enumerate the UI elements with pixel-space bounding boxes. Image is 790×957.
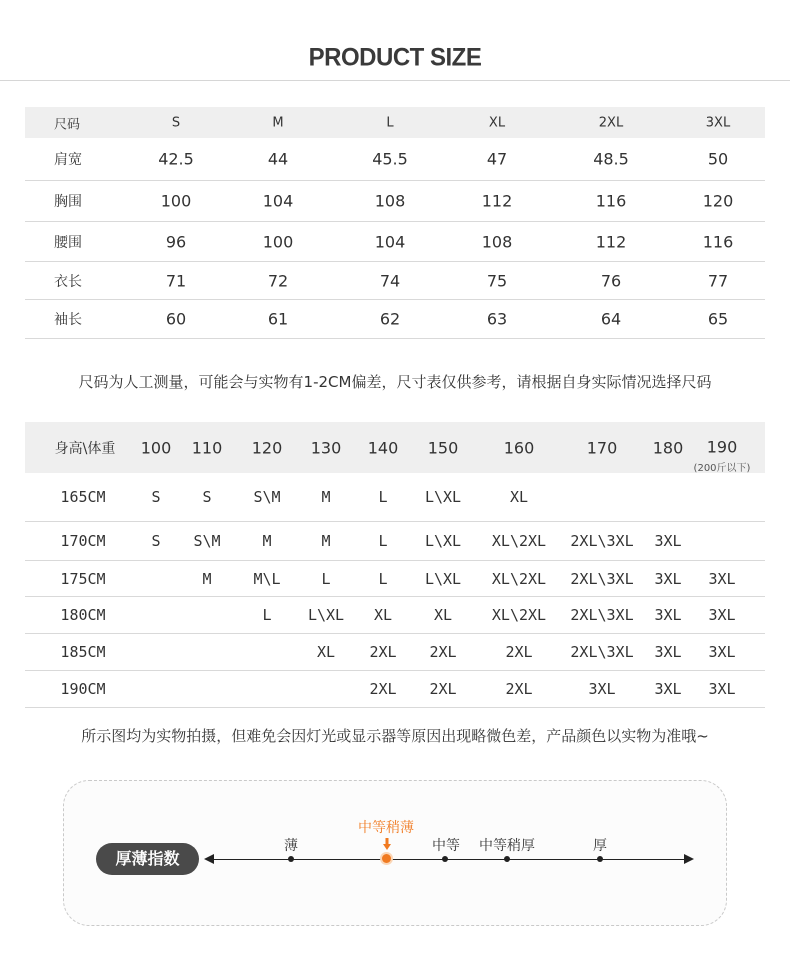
table-cell: 44 [267, 149, 289, 169]
table-cell: 2XL [429, 680, 457, 698]
height-label: 180CM [60, 606, 106, 624]
table-cell: 116 [595, 191, 627, 211]
table-cell: L [378, 488, 388, 506]
table-cell: L [378, 532, 388, 550]
table-cell: 48.5 [593, 149, 629, 169]
table-cell: M [202, 569, 212, 588]
table-cell: 116 [702, 232, 734, 251]
table-row [25, 522, 765, 561]
table-cell: 112 [481, 191, 513, 211]
measurement-note: 尺码为人工测量，可能会与实物有1-2CM偏差，尺寸表仅供参考，请根据自身实际情况选择尺码 [78, 373, 712, 391]
table-cell: 65 [707, 309, 729, 329]
table-cell: XL\2XL [491, 606, 547, 624]
header-cell: M [272, 115, 284, 130]
table-cell: L [262, 606, 272, 624]
header-cell: S [171, 115, 181, 130]
table-row [25, 597, 765, 634]
table-cell: M [262, 532, 272, 550]
selected-thickness-label: 中等稍薄 [358, 820, 414, 836]
weight-header: 190 [706, 437, 738, 457]
table-cell: 76 [600, 271, 622, 290]
height-label: 175CM [60, 569, 106, 588]
table-cell: 64 [600, 309, 622, 329]
table-cell: XL [433, 606, 453, 624]
table-row [25, 561, 765, 597]
table-cell: L [378, 569, 388, 588]
table-cell: 100 [160, 191, 192, 211]
row-label: 衣长 [54, 273, 82, 290]
down-arrow-icon [383, 838, 391, 851]
table-cell: 72 [267, 271, 289, 290]
table-cell: 112 [595, 232, 627, 251]
table-cell: XL [509, 488, 529, 506]
scale-dot [597, 856, 603, 862]
table-cell: S [202, 488, 212, 506]
table-cell: 100 [262, 232, 294, 251]
table-row [25, 262, 765, 300]
table-cell: 62 [379, 309, 401, 329]
weight-header: 140 [367, 438, 399, 458]
table-cell: L [321, 569, 331, 588]
scale-dot [288, 856, 294, 862]
hw-table-header [25, 422, 765, 473]
page-title: PRODUCT SIZE [308, 43, 482, 72]
table-cell: 3XL [654, 569, 682, 588]
table-cell: L\XL [424, 488, 462, 506]
table-row [25, 181, 765, 222]
thickness-level-label: 薄 [284, 838, 298, 854]
table-cell: 2XL\3XL [570, 532, 634, 550]
size-table-header [25, 107, 765, 138]
row-label: 肩宽 [54, 152, 82, 168]
table-cell: 2XL [429, 643, 457, 661]
table-cell: L\XL [424, 532, 462, 550]
table-cell: 3XL [708, 606, 736, 624]
table-row [25, 222, 765, 262]
table-cell: 63 [486, 309, 508, 329]
scale-dot [442, 856, 448, 862]
row-label: 腰围 [54, 234, 82, 251]
thickness-level-label: 中等 [432, 838, 460, 854]
table-cell: XL [316, 643, 336, 661]
table-cell: 75 [486, 271, 508, 290]
table-cell: 60 [165, 309, 187, 329]
table-cell: 3XL [654, 680, 682, 698]
table-cell: 47 [486, 149, 508, 169]
table-cell: XL [373, 606, 393, 624]
arrow-left-icon [204, 854, 214, 864]
table-cell: M [321, 488, 331, 506]
weight-limit-note: (200斤以下) [693, 463, 751, 474]
weight-header: 120 [251, 438, 283, 458]
photo-color-note: 所示图均为实物拍摄，但难免会因灯光或显示器等原因出现略微色差，产品颜色以实物为准哦~ [81, 727, 709, 745]
table-cell: 71 [165, 271, 187, 290]
table-cell: 45.5 [372, 149, 408, 169]
table-cell: 61 [267, 309, 289, 329]
size-table [25, 107, 765, 339]
table-cell: 3XL [708, 643, 736, 661]
table-cell: L\XL [307, 606, 345, 624]
table-cell: S [151, 532, 161, 550]
weight-header: 100 [140, 438, 172, 458]
table-row [25, 634, 765, 671]
table-row [25, 300, 765, 339]
table-cell: 108 [481, 232, 513, 251]
height-label: 185CM [60, 643, 106, 661]
height-weight-table [25, 422, 765, 708]
header-cell: 2XL [598, 115, 624, 130]
height-label: 165CM [60, 488, 106, 506]
table-cell: 2XL\3XL [570, 606, 634, 624]
table-cell: 3XL [654, 643, 682, 661]
height-label: 170CM [60, 532, 106, 550]
table-cell: 3XL [654, 606, 682, 624]
header-cell: L [386, 115, 394, 130]
thickness-index-badge: 厚薄指数 [96, 843, 199, 875]
table-cell: M [321, 532, 331, 550]
weight-header: 180 [652, 438, 684, 458]
table-cell: 50 [707, 149, 729, 169]
table-cell: 2XL [369, 643, 397, 661]
table-cell: 2XL [505, 643, 533, 661]
table-cell: 3XL [708, 680, 736, 698]
thickness-level-label: 厚 [593, 838, 607, 854]
thickness-level-label: 中等稍厚 [479, 838, 535, 854]
selected-scale-dot [382, 854, 391, 863]
height-label: 190CM [60, 680, 106, 698]
table-cell: 3XL [708, 569, 736, 588]
table-cell: 3XL [654, 532, 682, 550]
table-cell: 3XL [588, 680, 616, 698]
table-cell: S\M [253, 488, 281, 506]
title-divider [0, 80, 790, 81]
table-cell: 2XL\3XL [570, 643, 634, 661]
header-cell: 3XL [705, 115, 731, 130]
weight-header: 170 [586, 438, 618, 458]
table-cell: 96 [165, 232, 187, 251]
table-row [25, 138, 765, 181]
table-cell: M\L [253, 569, 281, 588]
table-cell: L\XL [424, 569, 462, 588]
table-cell: 42.5 [158, 149, 194, 169]
arrow-right-icon [684, 854, 694, 864]
table-cell: S\M [193, 532, 221, 550]
row-label: 胸围 [54, 194, 82, 210]
table-cell: 74 [379, 271, 401, 290]
table-cell: 120 [702, 191, 734, 211]
header-cell: 身高\体重 [54, 441, 116, 457]
table-row [25, 473, 765, 522]
row-label: 袖长 [54, 312, 82, 328]
table-row [25, 671, 765, 708]
table-cell: 2XL\3XL [570, 569, 634, 588]
table-cell: XL\2XL [491, 532, 547, 550]
weight-header: 130 [310, 438, 342, 458]
weight-header: 150 [427, 438, 459, 458]
table-cell: XL\2XL [491, 569, 547, 588]
table-cell: 77 [707, 271, 729, 290]
table-cell: S [151, 488, 161, 506]
table-cell: 104 [374, 232, 406, 251]
table-cell: 104 [262, 191, 294, 211]
table-cell: 108 [374, 191, 406, 211]
table-cell: 2XL [505, 680, 533, 698]
header-cell: XL [488, 115, 506, 130]
table-cell: 2XL [369, 680, 397, 698]
scale-dot [504, 856, 510, 862]
header-cell: 尺码 [54, 117, 81, 132]
weight-header: 110 [191, 438, 223, 458]
weight-header: 160 [503, 438, 535, 458]
